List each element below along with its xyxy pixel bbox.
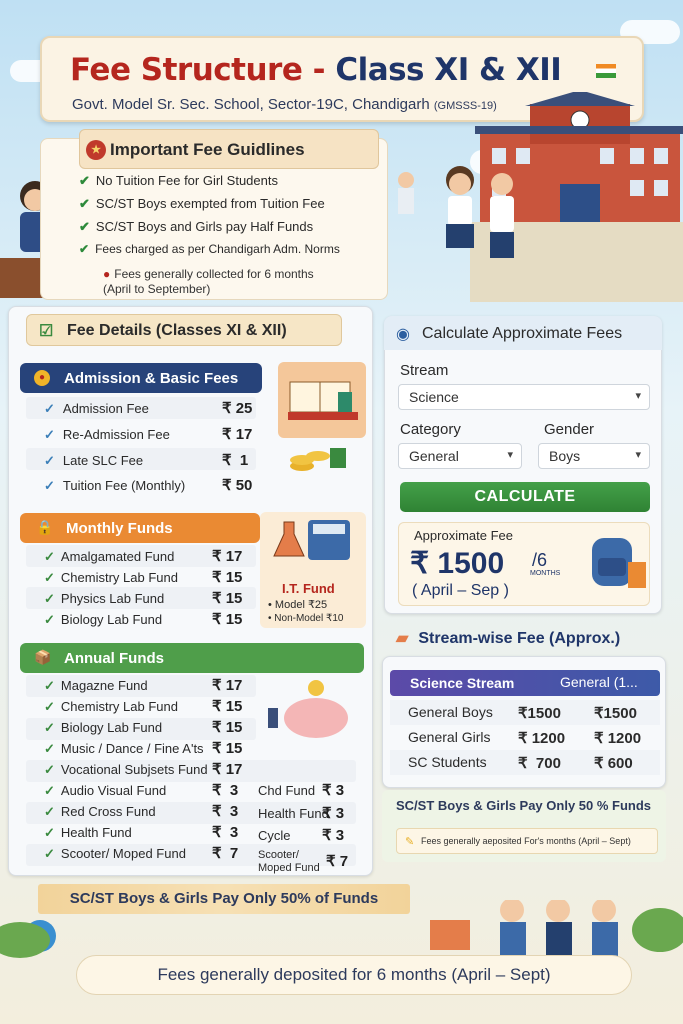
check-icon: ✓ [44,804,55,819]
stream-row-value-a: ₹ 1200 [518,730,566,747]
annual-amount: ₹ 7 [212,845,239,862]
guidelines-panel [40,138,388,300]
annual-funds-header [20,643,364,673]
annual-label: Vocational Subjsets Fund [60,762,208,777]
fund-amount: ₹ 15 [212,590,243,607]
deposit-note-small [396,828,658,854]
check-icon: ✓ [44,846,55,861]
clipboard-check-icon: ☑ [39,323,54,340]
check-icon: ✓ [44,570,55,585]
stream-col-general: General (1... [560,674,638,690]
bullet-icon: ● [103,267,111,281]
stream-table-row [390,700,660,725]
fee-amount: ₹ 1 [222,452,249,469]
box-icon: 📦 [34,649,52,665]
school-code: (GMSSS-19) [433,100,497,112]
fund-row [44,549,174,565]
bottom-illustration [0,900,683,960]
result-label: Approximate Fee [414,528,513,543]
gender-select[interactable] [538,443,650,469]
guidelines-title [79,129,379,169]
guideline-text: No Tuition Fee for Girl Students [95,173,278,188]
annual-row [44,846,186,862]
fee-row [44,427,170,443]
stream-row-label: SC Students [408,754,487,770]
stream-wise-title: Stream-wise Fee (Approx.) [418,630,621,647]
school-name: Govt. Model Sr. Sec. School, Sector-19C, Chandigarh [72,96,430,113]
side-fund-amount: ₹ 3 [322,782,345,799]
stream-note: SC/ST Boys & Girls Pay Only 50 % Funds [396,798,652,813]
guideline-text: Fees charged as per Chandigarh Adm. Norms [95,242,340,256]
guideline-item [79,219,313,235]
stream-row-value-b: ₹ 1200 [594,730,642,747]
fee-label: Admission Fee [62,401,149,416]
annual-label: Health Fund [60,825,132,840]
annual-amount: ₹ 17 [212,761,243,778]
check-icon: ✓ [44,453,55,468]
title-part-class: Class XI & XII [335,52,562,88]
annual-label: Chemistry Lab Fund [60,699,178,714]
page-title [70,52,561,88]
side-fund-amount: ₹ 7 [326,853,349,870]
check-icon: ✓ [44,478,55,493]
it-fund-model-text: Model ₹25 [274,599,328,611]
collection-note [103,267,314,297]
basic-fees-header [20,363,262,393]
check-icon: ✓ [44,427,55,442]
stream-select[interactable] [398,384,650,410]
check-icon: ✓ [44,741,55,756]
guideline-text: SC/ST Boys and Girls pay Half Funds [95,219,314,234]
fund-label: Physics Lab Fund [60,591,165,606]
annual-label: Biology Lab Fund [60,720,163,735]
annual-row [44,804,156,820]
star-medal-icon: ★ [86,140,106,160]
check-icon: ✓ [44,720,55,735]
fee-details-title-text: Fee Details (Classes XI & XII) [67,322,287,339]
annual-amount: ₹ 15 [212,719,243,736]
fund-row [44,612,162,628]
fund-label: Chemistry Lab Fund [60,570,178,585]
stream-label: Stream [400,362,449,379]
school-subtitle [72,96,497,113]
check-icon: ✔ [79,173,90,188]
guideline-item [79,173,278,189]
guidelines-title-text: Important Fee Guidlines [110,140,305,159]
fee-label: Late SLC Fee [62,453,144,468]
sc-st-banner: SC/ST Boys & Girls Pay Only 50% of Funds [38,884,410,914]
check-icon: ✓ [44,549,55,564]
coins-icon [288,444,348,474]
title-part-fee-structure: Fee Structure - [70,52,326,88]
stream-row-value-b: ₹ 600 [594,755,633,772]
check-icon: ✓ [44,591,55,606]
annual-label: Red Cross Fund [60,804,156,819]
result-unit: /6 [532,550,548,570]
annual-label: Magazne Fund [60,678,148,693]
fee-details-title [26,314,342,346]
stream-wise-heading [396,628,620,648]
check-icon: ✓ [44,699,55,714]
result-value: ₹ 1500 [410,547,505,580]
side-fund-amount: ₹ 3 [322,827,345,844]
monthly-funds-title: Monthly Funds [66,520,173,537]
annual-amount: ₹ 15 [212,698,243,715]
result-period: ( April – Sep ) [412,582,509,599]
it-fund-non-model: • Non-Model ₹10 [268,613,344,624]
stream-row-value-b: ₹1500 [594,705,637,722]
fund-amount: ₹ 15 [212,611,243,628]
annual-funds-title: Annual Funds [64,650,164,667]
category-select-value: General [409,448,459,464]
side-fund-label [258,849,320,875]
annual-amount: ₹ 3 [212,782,239,799]
pencil-icon: ✎ [405,836,415,848]
deposit-note-small-text: Fees generally aeposited For's months (April – Sept) [421,836,631,846]
fee-amount: ₹ 17 [222,426,253,443]
check-icon: ✔ [79,219,90,234]
monthly-funds-header [20,513,260,543]
calculator-title: Calculate Approximate Fees [422,325,623,342]
calculate-button[interactable]: CALCULATE [400,482,650,512]
books-image [278,362,366,438]
annual-label: Audio Visual Fund [60,783,167,798]
fee-label: Tuition Fee (Monthly) [62,478,186,493]
check-icon: ✓ [44,612,55,627]
fund-label: Biology Lab Fund [60,612,163,627]
fund-amount: ₹ 15 [212,569,243,586]
side-fund-label: Health Fund [258,806,329,821]
fee-row [44,401,149,417]
side-fund-label: Cycle [258,828,291,843]
side-fund-label-line1: Scooter/ [258,849,299,861]
gender-label: Gender [544,421,595,438]
chevron-down-icon: ▾ [507,449,513,461]
guideline-item [79,196,325,212]
check-icon: ✓ [44,401,55,416]
calculator-icon: ◉ [396,326,410,343]
students-illustration [390,160,530,290]
fee-row [44,478,185,494]
footer-deposit-note: Fees generally deposited for 6 months (April – Sept) [76,955,632,995]
it-fund-non-model-text: Non-Model ₹10 [274,613,344,624]
annual-amount: ₹ 3 [212,824,239,841]
stream-table-row [390,750,660,775]
result-unit-small: MONTHS [530,570,561,577]
basic-fees-title: Admission & Basic Fees [64,370,239,387]
guideline-item [79,242,340,256]
check-icon: ✓ [44,678,55,693]
annual-row [44,741,204,757]
annual-row [44,720,162,736]
check-icon: ✔ [79,196,90,211]
side-fund-amount: ₹ 3 [322,805,345,822]
stream-row-value-a: ₹ 700 [518,755,561,772]
annual-label: Scooter/ Moped Fund [60,846,186,861]
guideline-text: SC/ST Boys exempted from Tuition Fee [95,196,325,211]
gender-select-value: Boys [549,448,581,464]
side-fund-label-line2: Moped Fund [258,862,320,874]
lock-icon: 🔒 [36,519,54,535]
annual-row [44,762,208,778]
check-icon: ✓ [44,762,55,777]
annual-row [44,825,132,841]
stream-table-row [390,725,660,750]
it-fund-title: I.T. Fund [282,581,335,596]
check-icon: ✓ [44,783,55,798]
fee-row [44,453,143,469]
annual-amount: ₹ 17 [212,677,243,694]
annual-row [44,699,178,715]
fee-amount: ₹ 25 [222,400,253,417]
stream-row-label: General Boys [408,704,493,720]
chevron-down-icon: ▾ [635,390,641,402]
side-fund-label: Chd Fund [258,783,316,798]
collection-note-line1: Fees generally collected for 6 months [114,267,314,281]
fund-label: Amalgamated Fund [60,549,175,564]
stream-row-label: General Girls [408,729,491,745]
it-fund-model: • Model ₹25 [268,599,328,611]
check-icon: ✓ [44,825,55,840]
fund-row [44,591,164,607]
calculator-flask-icon [270,516,360,566]
coin-icon: ● [34,370,50,386]
annual-label: Music / Dance / Fine A'ts [60,741,204,756]
annual-row [44,783,166,799]
annual-amount: ₹ 15 [212,740,243,757]
calculator-header [384,316,662,350]
stream-col-science: Science Stream [410,675,515,691]
category-select[interactable] [398,443,522,469]
books-icon: ▰ [396,630,409,647]
annual-amount: ₹ 3 [212,803,239,820]
chevron-down-icon: ▾ [635,449,641,461]
india-flag-icon [596,64,616,78]
fund-amount: ₹ 17 [212,548,243,565]
fee-label: Re-Admission Fee [62,427,170,442]
stream-select-value: Science [409,389,459,405]
piggy-bank-icon [262,674,362,744]
fee-amount: ₹ 50 [222,477,253,494]
collection-note-line2: (April to September) [103,282,211,296]
stream-row-value-a: ₹1500 [518,705,561,722]
category-label: Category [400,421,461,438]
annual-row [44,678,148,694]
check-icon: ✔ [79,242,90,256]
fund-row [44,570,178,586]
backpack-icon [582,528,648,594]
